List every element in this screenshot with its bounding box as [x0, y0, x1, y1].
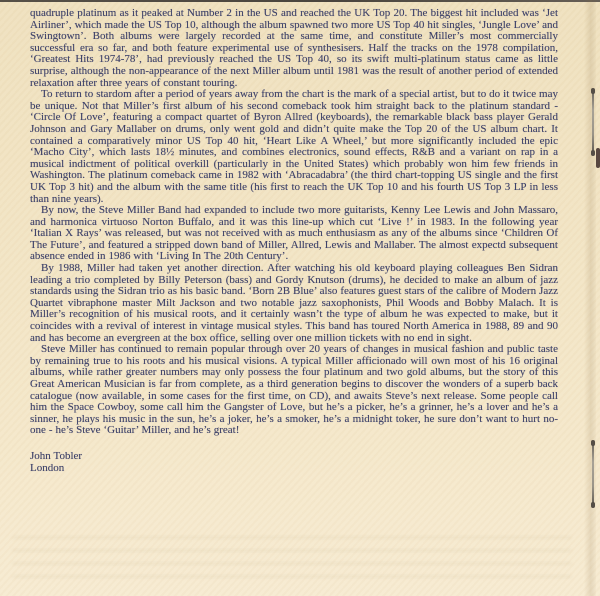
paragraph-5: Steve Miller has continued to remain popular through over 20 years of changes in musical fashion and public taste by remaining true to his roots and his musical visions. A typical Miller afficionado will own most of his 16 original albums, while rather greater numbers may only possess the four platinum and two gold albums, but the story of this Great American Musician is far from complete, as a third generation begins to discover the wonders of a superb back catalogue (now available, in some cases for the first time, on CD), and awaits Steve’s next release. Some people call him the Space Cowboy, some call him the Gangster of Love, but he’s a picker, he’s a grinner, he’s a lover and he’s a sinner, he plays his music in the sun, he’s a joker, he’s a smoker, he’s a midnight toker, he sure don’t want to hurt no-one - he’s Steve ‘Guitar’ Miller, and he’s great! — [30, 343, 558, 437]
paper-showthrough — [12, 536, 572, 580]
edge-mark — [596, 148, 600, 168]
staple-bottom — [592, 444, 594, 504]
paragraph-2: To return to stardom after a period of years away from the chart is the mark of a special artist, but to do it twice may be unique. Not that Miller’s first album of his second comeback took him straight back to the platinum standard - ‘Circle Of Love’, featuring a compact quartet of Byron Allred (keyboards), the remarkable black bass player Gerald Johnson and Gary Mallaber on drums, only went gold and didn’t quite make the Top 20 of the US album chart. It contained a comparatively minor US Top 40 hit, ‘Heart Like A Wheel,’ but more significantly included the epic ‘Macho City’, which lasts 18½ minutes, and combines electronics, sound effects, R&B and a variant on rap in a musical indictment of political overkill (particularly in the United States) which probably won him few friends in Washington. The platinum comeback came in 1982 with ‘Abracadabra’ (the third chart-topping US single and the first UK Top 3 hit) and the album with the same title (his first to reach the UK Top 10 and his fourth US Top 3 LP in less than nine years). — [30, 88, 558, 205]
liner-notes-text — [30, 8, 558, 474]
author-name: John Tobler — [30, 449, 83, 462]
page-top-edge — [0, 0, 600, 2]
staple-top — [592, 92, 594, 152]
paragraph-4: By 1988, Miller had taken yet another direction. After watching his old keyboard playing colleagues Ben Sidran leading a trio completed by Billy Peterson (bass) and Gordy Knutson (drums), he decided to make an album of jazz standards using the Sidran trio as his basic band. ‘Born 2B Blue’ also features guest stars of the calibre of Modern Jazz Quartet vibraphone master Milt Jackson and two notable jazz saxophonists, Phil Woods and Bobby Malach. It is Miller’s recognition of his musical roots, and it certainly wasn’t the type of album he was expected to make, but it coincides with a revival of interest in vintage musical styles. This band has toured North America in 1988, 89 and 90 and has become an evergreen at the box office, selling over one million tickets with no end in sight. — [30, 262, 558, 344]
author-location: London — [30, 461, 65, 474]
signature-block — [30, 451, 558, 474]
paragraph-1: quadruple platinum as it peaked at Number 2 in the US and reached the UK Top 20. The biggest hit included was ‘Jet Airliner’, which made the US Top 10, although the album spawned two more US Top 40 hit singles, ‘Jungle Love’ and Swingtown’. Both albums were largely recorded at the same time, and constitute Miller’s most commercially successful era so far, and both feature experimental use of synthesisers. Half the tracks on the 1978 compilation, ‘Greatest Hits 1974-78’, had previously reached the US Top 40, so its swift multi-platinum status came as little surprise, although the non-appearance of the next Miller album until 1981 was the result of another period of extended relaxation after three years of constant touring. — [30, 7, 558, 89]
paragraph-3: By now, the Steve Miller Band had expanded to include two more guitarists, Kenny Lee Lewis and John Massaro, and harmonica virtuoso Norton Buffalo, and it was this line-up which cut ‘Live !’ in 1983. In the following year ‘Italian X Rays’ was released, but was not received with as much enthusiasm as any of the albums since ‘Children Of The Future’, and featured a stripped down band of Miller, Allred, Lewis and Mallaber. The almost expectd subsequent absence ended in 1986 with ‘Living In The 20th Century’. — [30, 204, 558, 263]
